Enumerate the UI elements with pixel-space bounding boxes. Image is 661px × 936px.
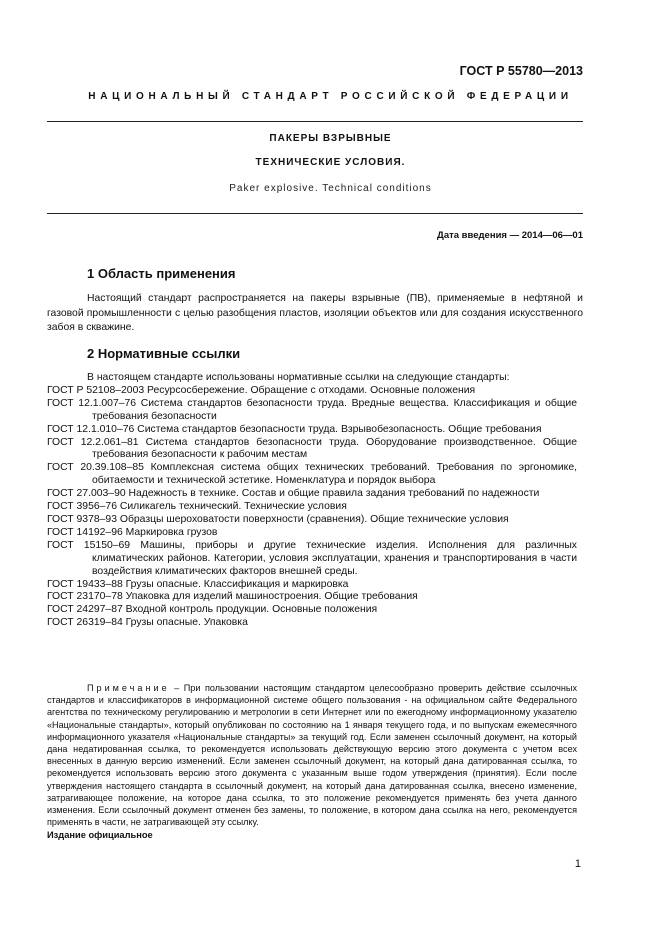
reference-item: ГОСТ 9378–93 Образцы шероховатости поверхности (сравнения). Общие технические условия: [47, 513, 509, 525]
national-standard-header: НАЦИОНАЛЬНЫЙ СТАНДАРТ РОССИЙСКОЙ ФЕДЕРАЦИИ: [88, 91, 573, 102]
reference-item: ГОСТ 15150–69 Машины, приборы и другие технические изделия. Исполнения для различных климатических районов. Категории, условия эксплуатации, хранения и транспортирования в части воздействия климатических факторов внешней среды.: [47, 539, 577, 577]
references-intro: В настоящем стандарте использованы нормативные ссылки на следующие стандарты:: [87, 372, 510, 383]
introduction-date: Дата введения — 2014—06—01: [437, 230, 583, 241]
note-block: [47, 682, 577, 828]
top-divider: [47, 121, 583, 122]
reference-item: ГОСТ 20.39.108–85 Комплексная система общих технических требований. Требования по эргономике, обитаемости и технической эстетике. Номенклатура и порядок выбора: [47, 462, 577, 487]
standard-code: ГОСТ Р 55780—2013: [459, 64, 583, 78]
note-paragraph: [47, 682, 577, 828]
reference-item: ГОСТ 26319–84 Грузы опасные. Упаковка: [47, 617, 248, 629]
reference-item: ГОСТ 24297–87 Входной контроль продукции. Основные положения: [47, 604, 378, 616]
section-1-body: [47, 292, 583, 336]
document-subtitle: ТЕХНИЧЕСКИЕ УСЛОВИЯ.: [255, 157, 406, 168]
english-title: Paker explosive. Technical conditions: [229, 183, 432, 194]
page-number: 1: [574, 858, 581, 870]
reference-item: ГОСТ 27.003–90 Надежность в технике. Состав и общие правила задания требований по надежности: [47, 488, 540, 500]
reference-item: ГОСТ 12.1.007–76 Система стандартов безопасности труда. Вредные вещества. Классификация и общие требования безопасности: [47, 397, 577, 422]
section-1-text: Настоящий стандарт распространяется на пакеры взрывные (ПВ), применяемые в нефтяной и газовой промышленности с целью разобщения пластов, изоляции объектов или для создания искусственного забоя в скважине.: [47, 293, 583, 333]
document-title: ПАКЕРЫ ВЗРЫВНЫЕ: [269, 133, 392, 144]
reference-item: ГОСТ 3956–76 Силикагель технический. Технические условия: [47, 501, 347, 513]
reference-item: ГОСТ Р 52108–2003 Ресурсосбережение. Обращение с отходами. Основные положения: [47, 384, 476, 396]
official-edition: Издание официальное: [47, 830, 153, 840]
note-text: – При пользовании настоящим стандартом целесообразно проверить действие ссылочных стандартов и классификаторов в информационной системе общего пользования - на официальном сайте Федерального агентства по техническому регулированию и метрологии в сети Интернет или по ежегодному информационному указателю «Национальные стандарты», который опубликован по состоянию на 1 января текущего года, и по выпускам ежемесячного информационного указателя «Национальные стандарты» за текущий год. Если заменен ссылочный документ, на который дана недатированная ссылка, то рекомендуется использовать действующую версию этого документа с учетом всех внесенных в данную версию изменений. Если заменен ссылочный документ, на который дана датированная ссылка, то рекомендуется использовать версию этого документа с указанным выше годом утверждения (принятия). Если после утверждения настоящего стандарта в ссылочный документ, на который дана датированная ссылка, внесено изменение, затрагивающее положение, на которое дана ссылка, то это положение рекомендуется применять без учета данного изменения. Если ссылочный документ отменен без замены, то положение, в котором дана ссылка на него, рекомендуется применять в части, не затрагивающей эту ссылку.: [47, 683, 577, 828]
section-2-heading: 2 Нормативные ссылки: [87, 346, 241, 361]
reference-item: ГОСТ 12.2.061–81 Система стандартов безопасности труда. Оборудование производственное. Общие требования безопасности к рабочим местам: [47, 436, 577, 461]
reference-item: ГОСТ 23170–78 Упаковка для изделий машиностроения. Общие требования: [47, 591, 418, 603]
reference-item: ГОСТ 12.1.010–76 Система стандартов безопасности труда. Взрывобезопасность. Общие требования: [47, 423, 542, 435]
section-1-heading: 1 Область применения: [87, 266, 236, 281]
title-divider: [47, 213, 583, 214]
reference-item: ГОСТ 19433–88 Грузы опасные. Классификация и маркировка: [47, 578, 349, 590]
reference-item: ГОСТ 14192–96 Маркировка грузов: [47, 526, 218, 538]
normative-references: [47, 372, 577, 630]
note-label: Примечание: [87, 683, 170, 693]
